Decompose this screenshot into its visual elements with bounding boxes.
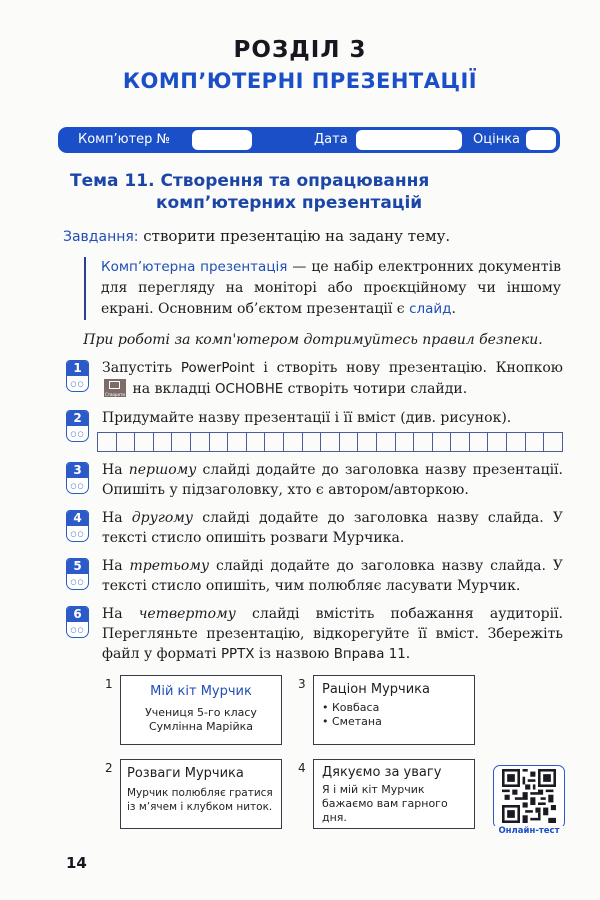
letter-cell[interactable]: [376, 432, 396, 452]
definition-block: [84, 257, 561, 320]
step-1: [63, 358, 563, 400]
task-text: створити презентацію на задану тему.: [138, 227, 451, 245]
qr-code[interactable]: [493, 765, 565, 829]
badge-dots-icon: ○○: [70, 482, 85, 490]
definition-key: слайд: [409, 301, 452, 317]
step-text: слайді додайте до заголовка назву презентації. Опишіть у підзаголовку, хто є автором/авторкою.: [102, 462, 563, 498]
step-badge: [66, 462, 89, 494]
slide-bullet: • Сметана: [322, 715, 382, 728]
letter-cell[interactable]: [153, 432, 173, 452]
online-test-label[interactable]: Онлайн-тест: [488, 826, 570, 837]
step-4: [63, 508, 563, 548]
step-6: [63, 604, 563, 665]
file-format: PPTX: [220, 647, 255, 662]
slides-figure: [105, 675, 477, 835]
grade-field[interactable]: [526, 130, 556, 150]
slide-1-preview: [120, 675, 282, 745]
slide-line: Я і мій кіт Мурчик: [322, 783, 425, 796]
slide-title: Раціон Мурчика: [322, 682, 430, 697]
definition-end: .: [451, 301, 456, 317]
slide-2-preview: [120, 759, 282, 829]
step-text: слайді вмістіть побажання аудиторії. Перегляньте презентацію, відкорегуйте її вміст. Збережіть файл у форматі: [102, 606, 563, 662]
grade-label: Оцінка: [473, 132, 521, 147]
letter-cell[interactable]: [487, 432, 507, 452]
topic-line-1: Тема 11. Створення та опрацювання: [70, 171, 430, 191]
step-text: слайді додайте до заголовка назву слайда. У тексті стисло опишіть, чим полюбляє ласувати Мурчик.: [102, 558, 563, 594]
badge-dots-icon: ○○: [70, 578, 85, 586]
letter-cell[interactable]: [320, 432, 340, 452]
bullet-text: Ковбаса: [332, 701, 380, 714]
slide-3-preview: [313, 675, 475, 745]
slide-2-number: 2: [105, 761, 113, 775]
date-label: Дата: [314, 132, 348, 147]
step-text: Придумайте назву презентації і її вміст (див. рисунок).: [102, 410, 512, 426]
letter-cell[interactable]: [134, 432, 154, 452]
letter-cell[interactable]: [395, 432, 415, 452]
slide-4-preview: [313, 759, 475, 829]
letter-cell[interactable]: [116, 432, 136, 452]
presentation-name-grid[interactable]: [98, 432, 563, 452]
step-badge: [66, 606, 89, 638]
step-emphasis: четвертому: [138, 606, 236, 622]
letter-cell[interactable]: [209, 432, 229, 452]
slide-title: Мій кіт Мурчик: [150, 684, 252, 699]
topic-line-2: комп’ютерних презентацій: [156, 193, 423, 213]
file-name: Вправа 11: [333, 647, 406, 662]
app-name: PowerPoint: [180, 361, 255, 376]
letter-cell[interactable]: [190, 432, 210, 452]
letter-cell[interactable]: [171, 432, 191, 452]
letter-cell[interactable]: [506, 432, 526, 452]
step-number: 1: [67, 361, 88, 376]
computer-number-field[interactable]: [192, 130, 252, 150]
step-text: і створіть нову презентацію. Кнопкою: [254, 360, 563, 376]
step-badge: [66, 410, 89, 442]
letter-cell[interactable]: [543, 432, 563, 452]
page-number: 14: [66, 854, 87, 872]
step-text: На: [102, 510, 132, 526]
definition-term: Комп’ютерна презентація: [101, 259, 288, 275]
content-column: [63, 170, 563, 835]
date-field[interactable]: [356, 130, 462, 150]
step-text: Запустіть: [102, 360, 181, 376]
slide-title: Дякуємо за увагу: [322, 765, 442, 780]
step-text: створіть чотири слайди.: [283, 381, 468, 397]
slide-1-number: 1: [105, 677, 113, 691]
slide-title: Розваги Мурчика: [127, 766, 244, 781]
info-bar: [58, 127, 560, 153]
computer-number-label: Комп’ютер №: [78, 132, 171, 147]
safety-note: При роботі за комп'ютером дотримуйтесь правил безпеки.: [83, 332, 543, 348]
slide-3-number: 3: [298, 677, 306, 691]
step-2: [63, 408, 563, 452]
step-number: 5: [67, 559, 88, 574]
new-slide-icon: [104, 379, 126, 397]
letter-cell[interactable]: [432, 432, 452, 452]
step-text: На: [102, 462, 129, 478]
badge-dots-icon: ○○: [70, 530, 85, 538]
letter-cell[interactable]: [357, 432, 377, 452]
step-emphasis: третьому: [129, 558, 210, 574]
slide-line: Сумлінна Марійка: [148, 720, 253, 733]
new-slide-caption: Створити: [105, 392, 125, 397]
qr-code-icon: [502, 769, 556, 823]
step-text: На: [102, 558, 130, 574]
slide-line: бажаємо вам гарного: [322, 797, 448, 810]
section-heading: РОЗДІЛ 3: [233, 37, 367, 63]
task-label: Завдання:: [63, 229, 139, 245]
step-emphasis: другому: [131, 510, 193, 526]
step-badge: [66, 510, 89, 542]
step-text: На: [102, 606, 139, 622]
topic-heading: [70, 170, 563, 214]
letter-cell[interactable]: [525, 432, 545, 452]
step-text: .: [405, 646, 411, 662]
letter-cell[interactable]: [469, 432, 489, 452]
slide-line: Учениця 5-го класу: [145, 706, 257, 719]
step-badge: [66, 558, 89, 590]
definition-text: — це набір електронних документів для перегляду на моніторі або проєкційному чи іншому екрані. Основним об’єктом презентації є: [101, 259, 561, 317]
step-number: 6: [67, 607, 88, 622]
letter-cell[interactable]: [339, 432, 359, 452]
slide-line: дня.: [322, 811, 347, 824]
step-3: [63, 460, 563, 500]
step-text: на вкладці: [128, 381, 216, 397]
letter-cell[interactable]: [283, 432, 303, 452]
badge-dots-icon: ○○: [70, 626, 85, 634]
section-title: КОМП’ЮТЕРНІ ПРЕЗЕНТАЦІЇ: [122, 69, 478, 93]
step-badge: [66, 360, 89, 392]
letter-cell[interactable]: [97, 432, 117, 452]
letter-cell[interactable]: [450, 432, 470, 452]
slide-line: Мурчик полюбляє гратися: [127, 787, 273, 799]
slide-4-number: 4: [298, 761, 306, 775]
letter-cell[interactable]: [246, 432, 266, 452]
step-number: 4: [67, 511, 88, 526]
task-statement: [63, 226, 563, 247]
step-number: 3: [67, 463, 88, 478]
step-text: слайді додайте до заголовка назву слайда. У тексті стисло опишіть розваги Мурчика.: [102, 510, 563, 546]
step-text: із назвою: [254, 646, 334, 662]
step-5: [63, 556, 563, 596]
letter-cell[interactable]: [413, 432, 433, 452]
letter-cell[interactable]: [227, 432, 247, 452]
tab-name: ОСНОВНЕ: [215, 382, 284, 397]
letter-cell[interactable]: [264, 432, 284, 452]
bullet-text: Сметана: [332, 715, 382, 728]
letter-cell[interactable]: [302, 432, 322, 452]
slide-line: із м’ячем і клубком ниток.: [127, 801, 273, 813]
badge-dots-icon: ○○: [70, 430, 85, 438]
badge-dots-icon: ○○: [70, 380, 85, 388]
step-emphasis: першому: [128, 462, 197, 478]
step-number: 2: [67, 411, 88, 426]
slide-bullet: • Ковбаса: [322, 701, 380, 714]
